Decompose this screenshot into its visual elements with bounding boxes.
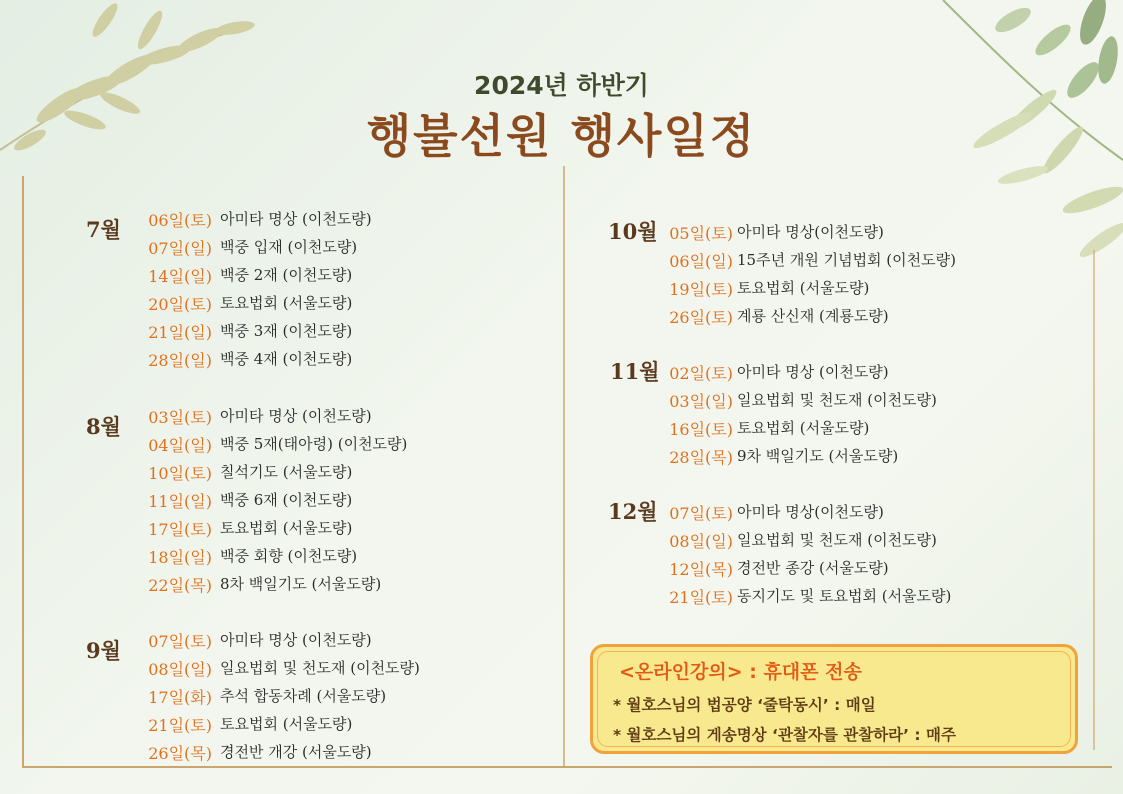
event-desc: 아미타 명상 (이천도량) — [737, 363, 889, 381]
event-desc: 추석 합동차례 (서울도량) — [220, 687, 387, 705]
page-subtitle: 2024년 하반기 — [474, 71, 649, 100]
event-date: 18일(일) — [148, 548, 212, 567]
event-date: 26일(목) — [148, 744, 212, 763]
event-desc: 토요법회 (서울도량) — [220, 715, 353, 733]
event-date: 10일(토) — [148, 464, 212, 483]
event-desc: 계룡 산신재 (계룡도량) — [737, 307, 889, 325]
month-label-jul: 7월 — [86, 217, 121, 242]
event-desc: 아미타 명상(이천도량) — [737, 503, 884, 521]
event-date: 08일(일) — [669, 532, 733, 551]
event-desc: 백중 2재 (이천도량) — [220, 266, 353, 284]
event-desc: 백중 5재(태아령) (이천도량) — [220, 435, 408, 453]
event-desc: 토요법회 (서울도량) — [737, 419, 870, 437]
month-label-nov: 11월 — [610, 359, 660, 384]
event-desc: 토요법회 (서울도량) — [220, 294, 353, 312]
event-desc: 칠석기도 (서울도량) — [220, 463, 353, 481]
column-divider — [563, 166, 565, 766]
event-date: 07일(토) — [669, 504, 733, 523]
event-date: 22일(목) — [148, 576, 212, 595]
event-desc: 아미타 명상 (이천도량) — [220, 631, 372, 649]
event-date: 06일(토) — [148, 211, 212, 230]
event-date: 03일(일) — [669, 392, 733, 411]
event-date: 17일(토) — [148, 520, 212, 539]
event-desc: 경전반 개강 (서울도량) — [220, 743, 372, 761]
event-date: 04일(일) — [148, 436, 212, 455]
event-desc: 동지기도 및 토요법회 (서울도량) — [737, 587, 952, 605]
event-date: 21일(토) — [669, 588, 733, 607]
event-date: 07일(일) — [148, 239, 212, 258]
frame-left-border — [22, 176, 24, 766]
event-date: 05일(토) — [669, 224, 733, 243]
month-label-dec: 12월 — [608, 499, 658, 524]
event-date: 17일(화) — [148, 688, 212, 707]
event-desc: 경전반 종강 (서울도량) — [737, 559, 889, 577]
event-desc: 토요법회 (서울도량) — [220, 519, 353, 537]
event-desc: 9차 백일기도 (서울도량) — [737, 447, 899, 465]
event-desc: 일요법회 및 천도재 (이천도량) — [737, 391, 937, 409]
month-label-oct: 10월 — [608, 219, 658, 244]
event-desc: 토요법회 (서울도량) — [737, 279, 870, 297]
event-date: 20일(토) — [148, 295, 212, 314]
event-desc: 8차 백일기도 (서울도량) — [220, 575, 382, 593]
event-date: 28일(일) — [148, 351, 212, 370]
month-label-aug: 8월 — [86, 414, 121, 439]
event-date: 21일(토) — [148, 716, 212, 735]
event-date: 12일(목) — [669, 560, 733, 579]
event-desc: 일요법회 및 천도재 (이천도량) — [737, 531, 937, 549]
event-date: 11일(일) — [148, 492, 212, 511]
frame-right-border — [1093, 250, 1095, 750]
event-date: 03일(토) — [148, 408, 212, 427]
event-desc: 백중 4재 (이천도량) — [220, 350, 353, 368]
event-date: 14일(일) — [148, 267, 212, 286]
event-date: 06일(일) — [669, 252, 733, 271]
event-desc: 아미타 명상 (이천도량) — [220, 407, 372, 425]
event-date: 26일(토) — [669, 308, 733, 327]
month-label-sep: 9월 — [86, 638, 121, 663]
event-desc: 백중 3재 (이천도량) — [220, 322, 353, 340]
event-date: 08일(일) — [148, 660, 212, 679]
frame-bottom-border — [22, 766, 1112, 768]
event-date: 19일(토) — [669, 280, 733, 299]
online-lecture-box — [590, 644, 1078, 754]
event-date: 02일(토) — [669, 364, 733, 383]
event-desc: 아미타 명상(이천도량) — [737, 223, 884, 241]
online-box-line: * 월호스님의 법공양 ‘줄탁동시’ : 매일 — [613, 696, 876, 714]
event-date: 07일(토) — [148, 632, 212, 651]
event-desc: 아미타 명상 (이천도량) — [220, 210, 372, 228]
online-box-line: * 월호스님의 게송명상 ‘관찰자를 관찰하라’ : 매주 — [613, 726, 956, 744]
event-desc: 백중 입재 (이천도량) — [220, 238, 358, 256]
event-date: 16일(토) — [669, 420, 733, 439]
event-desc: 일요법회 및 천도재 (이천도량) — [220, 659, 420, 677]
event-desc: 백중 회향 (이천도량) — [220, 547, 358, 565]
event-desc: 15주년 개원 기념법회 (이천도량) — [737, 251, 956, 269]
event-date: 21일(일) — [148, 323, 212, 342]
event-date: 28일(목) — [669, 448, 733, 467]
event-desc: 백중 6재 (이천도량) — [220, 491, 353, 509]
page-title: 행불선원 행사일정 — [366, 109, 757, 163]
online-box-title: <온라인강의> : 휴대폰 전송 — [619, 661, 862, 683]
